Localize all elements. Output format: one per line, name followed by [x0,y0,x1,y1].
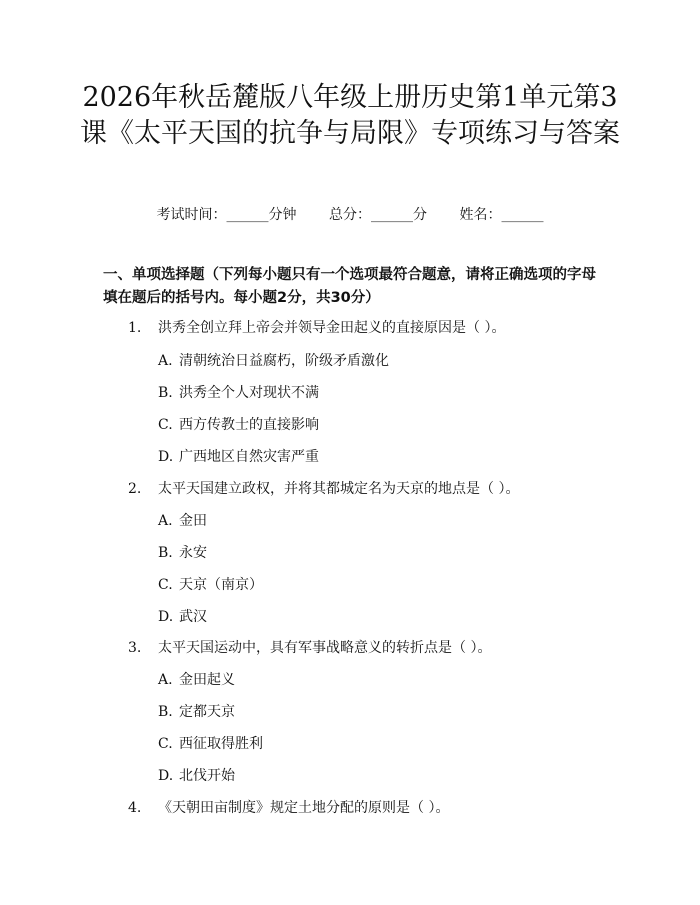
option-text: 西征取得胜利 [179,736,263,752]
student-name-field: 姓名：______ [459,207,544,223]
question-text: 太平天国建立政权，并将其都城定名为天京的地点是（ ）。 [158,481,520,497]
question-text: 《天朝田亩制度》规定土地分配的原则是（ ）。 [158,800,450,816]
option-text: 金田起义 [179,672,235,688]
question-4 [128,798,449,818]
question-text: 洪秀全创立拜上帝会并领导金田起义的直接原因是（ ）。 [158,320,506,336]
exam-meta [0,205,700,225]
option-text: 武汉 [179,609,207,625]
option-letter: A. [158,353,173,369]
option-letter: B. [158,545,173,561]
option-letter: D. [158,449,174,465]
exam-time-field: 考试时间：______分钟 [156,207,297,223]
option-text: 西方传教士的直接影响 [179,417,319,433]
option-2b [158,543,207,563]
question-1 [128,318,505,338]
question-2 [128,479,519,499]
question-number: 3. [128,640,142,656]
option-text: 永安 [179,545,207,561]
option-text: 金田 [179,513,207,529]
option-text: 定都天京 [179,704,235,720]
option-2c [158,575,263,595]
option-letter: C. [158,736,173,752]
option-letter: C. [158,417,173,433]
option-text: 洪秀全个人对现状不满 [179,385,319,401]
option-letter: B. [158,704,173,720]
question-number: 4. [128,800,142,816]
section-heading: 一、单项选择题（下列每小题只有一个选项最符合题意，请将正确选项的字母填在题后的括号内。每小题2分，共30分） [103,267,596,306]
option-letter: A. [158,672,173,688]
option-text: 清朝统治日益腐朽，阶级矛盾激化 [179,353,389,369]
question-3 [128,638,491,658]
option-2a [158,511,207,531]
option-text: 广西地区自然灾害严重 [179,449,319,465]
question-number: 1. [128,320,142,336]
option-letter: D. [158,609,174,625]
option-3d [158,766,235,786]
option-text: 天京（南京） [179,577,263,593]
option-letter: A. [158,513,173,529]
option-3a [158,670,235,690]
option-1b [158,383,319,403]
option-2d [158,607,207,627]
option-3b [158,702,235,722]
document-title: 2026年秋岳麓版八年级上册历史第1单元第3课《太平天国的抗争与局限》专项练习与答案 [80,82,620,149]
option-text: 北伐开始 [179,768,235,784]
option-1a [158,351,389,371]
option-3c [158,734,263,754]
option-1c [158,415,319,435]
option-1d [158,447,319,467]
option-letter: B. [158,385,173,401]
total-score-field: 总分：______分 [329,207,427,223]
option-letter: D. [158,768,174,784]
question-text: 太平天国运动中，具有军事战略意义的转折点是（ ）。 [158,640,492,656]
option-letter: C. [158,577,173,593]
question-number: 2. [128,481,142,497]
